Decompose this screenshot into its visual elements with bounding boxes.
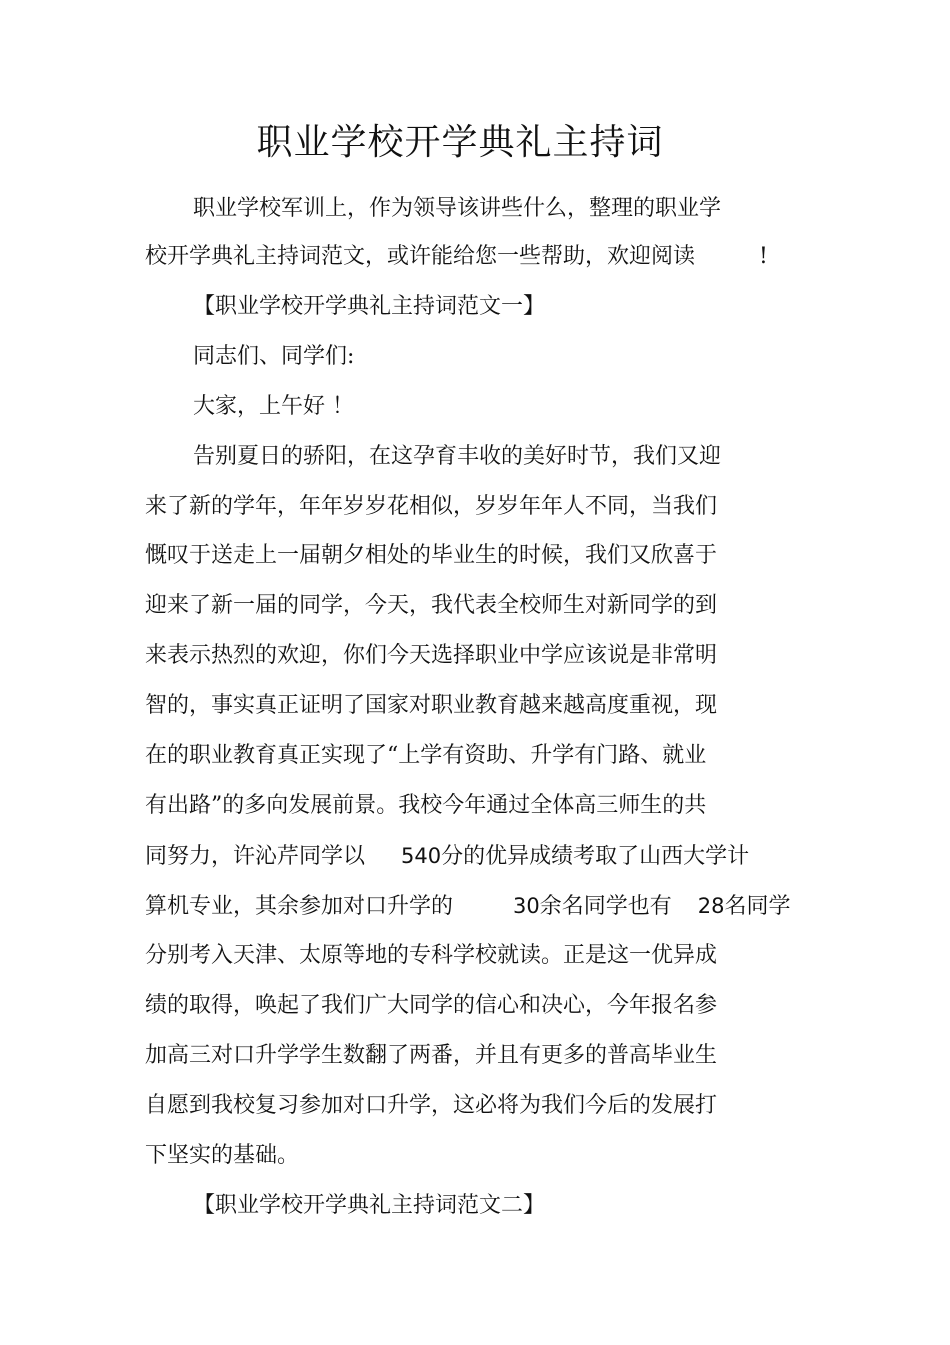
intro-line-2-end: ! xyxy=(759,244,768,269)
paragraph-line-3: 慨叹于送走上一届朝夕相处的毕业生的时候，我们又欣喜于 xyxy=(145,543,718,568)
section2-heading: 【职业学校开学典礼主持词范文二】 xyxy=(193,1193,546,1218)
paragraph-line-9-text-b: 分的优异成绩考取了山西大学计 xyxy=(441,844,750,869)
paragraph-line-9 xyxy=(145,841,749,872)
paragraph-line-5: 来表示热烈的欢迎，你们今天选择职业中学应该说是非常明 xyxy=(145,643,718,668)
paragraph-line-15: 下坚实的基础。 xyxy=(145,1143,300,1168)
greeting: 大家，上午好 ！ xyxy=(193,394,354,419)
salutation: 同志们、同学们: xyxy=(193,344,355,369)
score-number: 540 xyxy=(401,844,442,868)
paragraph-line-10-text-b: 余名同学也有 xyxy=(539,894,672,919)
paragraph-line-11: 分别考入天津、太原等地的专科学校就读。正是这一优异成 xyxy=(145,943,718,968)
paragraph-line-7: 在的职业教育真正实现了“上学有资助、升学有门路、就业 xyxy=(145,743,707,768)
paragraph-line-13: 加高三对口升学学生数翻了两番，并且有更多的普高毕业生 xyxy=(145,1043,718,1068)
paragraph-line-10-text-a: 算机专业，其余参加对口升学的 xyxy=(145,894,454,919)
paragraph-line-6: 智的，事实真正证明了国家对职业教育越来越高度重视，现 xyxy=(145,693,718,718)
intro-line-2-text: 校开学典礼主持词范文，或许能给您一些帮助，欢迎阅读 xyxy=(145,244,696,269)
intro-line-2 xyxy=(145,242,768,272)
paragraph-line-14: 自愿到我校复习参加对口升学，这必将为我们今后的发展打 xyxy=(145,1093,718,1118)
paragraph-line-8: 有出路”的多向发展前景。我校今年通过全体高三师生的共 xyxy=(145,793,707,818)
paragraph-line-10 xyxy=(145,891,791,922)
paragraph-line-2: 来了新的学年，年年岁岁花相似，岁岁年年人不同，当我们 xyxy=(145,494,718,519)
paragraph-line-9-text-a: 同努力，许沁芹同学以 xyxy=(145,844,366,869)
paragraph-line-10-text-c: 名同学 xyxy=(724,894,791,919)
admitted-count-number: 28 xyxy=(697,894,725,918)
paragraph-line-4: 迎来了新一届的同学，今天，我代表全校师生对新同学的到 xyxy=(145,593,718,618)
student-count-number: 30 xyxy=(513,894,540,918)
intro-line-1: 职业学校军训上，作为领导该讲些什么，整理的职业学 xyxy=(193,196,722,221)
paragraph-line-12: 绩的取得，唤起了我们广大同学的信心和决心，今年报名参 xyxy=(145,993,718,1018)
paragraph-line-1: 告别夏日的骄阳，在这孕育丰收的美好时节，我们又迎 xyxy=(193,444,722,469)
section1-heading: 【职业学校开学典礼主持词范文一】 xyxy=(193,294,546,319)
document-title: 职业学校开学典礼主持词 xyxy=(256,122,664,163)
